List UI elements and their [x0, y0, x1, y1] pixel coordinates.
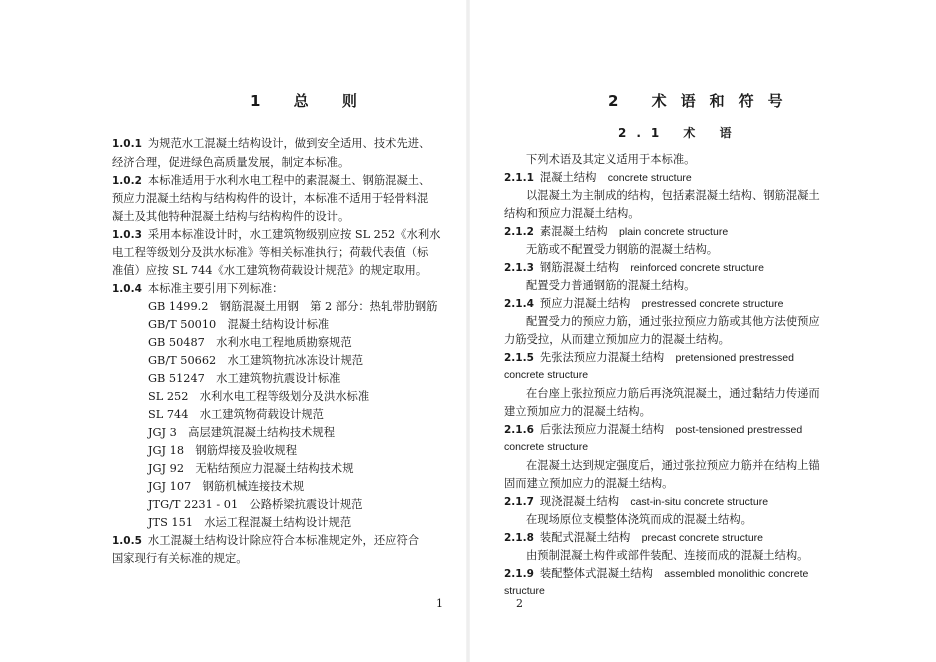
term-english: plain concrete structure	[619, 226, 729, 238]
term-english: cast-in-situ concrete structure	[630, 496, 769, 508]
term-english: precast concrete structure	[641, 532, 763, 544]
clause-1-0-4	[112, 281, 283, 297]
reference-item: JGJ 3 高层建筑混凝土结构技术规程	[148, 426, 336, 439]
term-definition: 配置受力普通钢筋的混凝土结构。	[526, 279, 696, 292]
reference-item: JGJ 18 钢筋焊接及验收规程	[148, 444, 298, 457]
term-number: 2.1.4	[504, 298, 534, 310]
term-definition: 在现场原位支模整体浇筑而成的混凝土结构。	[526, 513, 752, 526]
clause-number: 1.0.4	[112, 283, 142, 295]
clause-number: 1.0.3	[112, 229, 142, 241]
term-definition: 无筋或不配置受力钢筋的混凝土结构。	[526, 243, 719, 256]
term-2-1-1	[504, 170, 692, 186]
term-definition: 配置受力的预应力筋，通过张拉预应力筋或其他方法使预应	[526, 315, 820, 328]
term-number: 2.1.8	[504, 532, 534, 544]
clause-1-0-3	[112, 227, 440, 243]
reference-item: JTS 151 水运工程混凝土结构设计规范	[148, 516, 352, 529]
clause-text-line: 凝土及其他特种混凝土结构与结构构件的设计。	[112, 210, 350, 223]
term-name: 先张法预应力混凝土结构	[539, 351, 665, 364]
term-definition: 力筋受拉，从而建立预加应力的混凝土结构。	[504, 333, 730, 346]
page-number: 2	[516, 597, 523, 610]
clause-text-line: 国家现行有关标准的规定。	[112, 552, 248, 565]
term-definition: 由预制混凝土构件或部件装配、连接而成的混凝土结构。	[526, 549, 809, 562]
term-definition: 结构和预应力混凝土结构。	[504, 207, 640, 220]
term-2-1-9	[504, 566, 808, 582]
term-english: prestressed concrete structure	[641, 298, 784, 310]
term-number: 2.1.1	[504, 172, 534, 184]
clause-text: 为规范水工混凝土结构设计，做到安全适用、技术先进、	[147, 137, 431, 150]
term-definition: 以混凝土为主制成的结构，包括素混凝土结构、钢筋混凝土	[526, 189, 820, 202]
reference-item: JGJ 107 钢筋机械连接技术规	[148, 480, 305, 493]
clause-text-line: 经济合理，促进绿色高质量发展，制定本标准。	[112, 156, 350, 169]
term-name: 混凝土结构	[539, 171, 597, 184]
reference-item: SL 744 水工建筑物荷载设计规范	[148, 408, 324, 421]
clause-text: 本标准主要引用下列标准：	[147, 282, 284, 295]
clause-text: 本标准适用于水利水电工程中的素混凝土、钢筋混凝土、	[147, 174, 431, 187]
reference-item: GB 51247 水工建筑物抗震设计标准	[148, 372, 341, 385]
reference-item: GB/T 50662 水工建筑物抗冰冻设计规范	[148, 354, 364, 367]
reference-item: GB 1499.2 钢筋混凝土用钢 第 2 部分：热轧带肋钢筋	[148, 300, 438, 313]
reference-item: GB/T 50010 混凝土结构设计标准	[148, 318, 330, 331]
term-name: 后张法预应力混凝土结构	[539, 423, 665, 436]
clause-text-line: 预应力混凝土结构与结构构件的设计，本标准不适用于轻骨料混	[112, 192, 429, 205]
term-2-1-5	[504, 350, 794, 366]
term-name: 素混凝土结构	[539, 225, 608, 238]
term-number: 2.1.7	[504, 496, 534, 508]
term-definition: 建立预加应力的混凝土结构。	[504, 405, 651, 418]
term-2-1-2	[504, 224, 728, 240]
reference-item: SL 252 水利水电工程等级划分及洪水标准	[148, 390, 370, 403]
term-2-1-8	[504, 530, 763, 546]
term-2-1-3	[504, 260, 764, 276]
term-english-cont: concrete structure	[504, 441, 589, 453]
term-2-1-6	[504, 422, 802, 438]
page-number: 1	[436, 597, 443, 610]
clause-text-line: 电工程等级划分及洪水标准》等相关标准执行；荷载代表值（标	[112, 246, 429, 259]
term-number: 2.1.2	[504, 226, 534, 238]
clause-text: 水工混凝土结构设计除应符合本标准规定外，还应符合	[147, 534, 420, 547]
clause-1-0-2	[112, 173, 430, 189]
clause-text-line: 准值）应按 SL 744《水工建筑物荷载设计规范》的规定取用。	[112, 264, 428, 277]
chapter-title-2: 2 术语和符号	[608, 92, 797, 110]
term-2-1-7	[504, 494, 768, 510]
clause-1-0-5	[112, 533, 419, 549]
term-number: 2.1.5	[504, 352, 534, 364]
term-english: reinforced concrete structure	[630, 262, 764, 274]
section-intro: 下列术语及其定义适用于本标准。	[526, 153, 696, 166]
term-english: concrete structure	[607, 172, 692, 184]
term-english: assembled monolithic concrete	[664, 568, 809, 580]
reference-item: JGJ 92 无粘结预应力混凝土结构技术规	[148, 462, 354, 475]
term-name: 现浇混凝土结构	[539, 495, 619, 508]
term-number: 2.1.6	[504, 424, 534, 436]
term-definition: 固而建立预加应力的混凝土结构。	[504, 477, 674, 490]
term-number: 2.1.3	[504, 262, 534, 274]
term-english: post-tensioned prestressed	[675, 424, 803, 436]
chapter-title-1: 1 总 则	[250, 92, 371, 110]
term-name: 钢筋混凝土结构	[539, 261, 619, 274]
section-title: 2.1 术 语	[618, 126, 742, 140]
clause-text: 采用本标准设计时，水工建筑物级别应按 SL 252《水利水	[147, 228, 441, 241]
term-english: pretensioned prestressed	[675, 352, 794, 364]
term-2-1-4	[504, 296, 783, 312]
right-page	[468, 0, 936, 662]
clause-number: 1.0.1	[112, 138, 142, 150]
term-name: 装配式混凝土结构	[539, 531, 631, 544]
clause-number: 1.0.5	[112, 535, 142, 547]
term-definition: 在台座上张拉预应力筋后再浇筑混凝土，通过黏结力传递而	[526, 387, 820, 400]
reference-item: JTG/T 2231 - 01 公路桥梁抗震设计规范	[148, 498, 363, 511]
clause-number: 1.0.2	[112, 175, 142, 187]
clause-1-0-1	[112, 136, 430, 152]
term-number: 2.1.9	[504, 568, 534, 580]
term-definition: 在混凝土达到规定强度后，通过张拉预应力筋并在结构上锚	[526, 459, 820, 472]
term-name: 预应力混凝土结构	[539, 297, 631, 310]
reference-item: GB 50487 水利水电工程地质勘察规范	[148, 336, 352, 349]
term-english-cont: concrete structure	[504, 369, 589, 381]
term-english-cont: structure	[504, 585, 545, 597]
term-name: 装配整体式混凝土结构	[539, 567, 653, 580]
